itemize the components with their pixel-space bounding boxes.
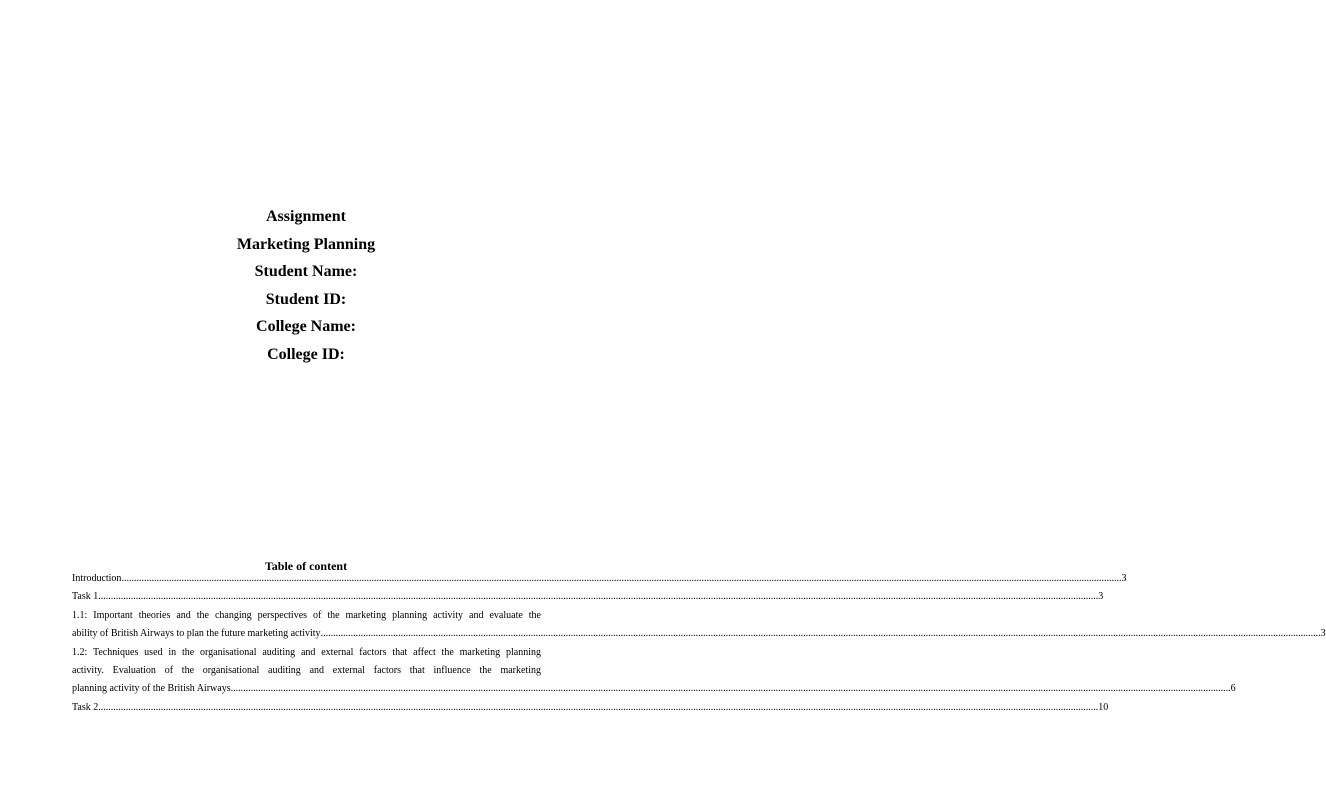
toc-entry-line bbox=[72, 625, 1326, 643]
toc-heading: Table of content bbox=[264, 559, 348, 573]
subject-title: Marketing Planning bbox=[236, 235, 376, 253]
toc-entry-text: planning activity of the British Airways bbox=[72, 683, 231, 695]
toc-entry-1-2[interactable] bbox=[72, 644, 1236, 699]
college-id-label: College ID: bbox=[267, 345, 345, 363]
toc-entry-introduction[interactable] bbox=[72, 570, 1127, 588]
toc-entry-text: Task 2 bbox=[72, 701, 99, 713]
toc-entry-task-1[interactable] bbox=[72, 588, 1104, 606]
college-name-label: College Name: bbox=[256, 318, 356, 336]
toc-entry-text: Task 1 bbox=[72, 591, 99, 603]
toc-page-number: 6 bbox=[1230, 683, 1236, 695]
table-of-contents bbox=[72, 570, 1326, 717]
title-block bbox=[0, 203, 612, 369]
toc-entry-1-1[interactable] bbox=[72, 607, 1326, 644]
toc-leader-dots: ................................................................................................................................................................................................................................................................................................................................................................................................................ bbox=[230, 683, 1231, 695]
toc-entry-text-line: 1.1: Important theories and the changing perspectives of the marketing planning activity and evaluate the bbox=[72, 609, 541, 621]
toc-entry-line bbox=[72, 699, 1109, 717]
toc-entry-text: ability of British Airways to plan the future marketing activity bbox=[72, 628, 321, 640]
toc-page-number: 3 bbox=[1098, 591, 1104, 603]
student-name-label: Student Name: bbox=[254, 263, 358, 281]
toc-entry-text-line: activity. Evaluation of the organisational auditing and external factors that influence the marketing bbox=[72, 665, 541, 677]
toc-page-number: 3 bbox=[1121, 573, 1127, 584]
toc-leader-dots: ................................................................................................................................................................................................................................................................................................................................................................................................................ bbox=[121, 573, 1122, 584]
toc-page-number: 10 bbox=[1098, 701, 1109, 713]
toc-leader-dots: ................................................................................................................................................................................................................................................................................................................................................................................................................ bbox=[98, 591, 1099, 603]
toc-entry-line bbox=[72, 680, 1236, 698]
toc-leader-dots: ................................................................................................................................................................................................................................................................................................................................................................................................................ bbox=[320, 628, 1321, 640]
toc-entry-text-line: 1.2: Techniques used in the organisational auditing and external factors that affect the marketing planning bbox=[72, 646, 541, 658]
assignment-label: Assignment bbox=[265, 208, 346, 225]
toc-entry-task-2[interactable] bbox=[72, 699, 1109, 717]
toc-page-number: 3 bbox=[1320, 628, 1326, 640]
student-id-label: Student ID: bbox=[265, 290, 347, 308]
toc-entry-line bbox=[72, 588, 1104, 606]
toc-entry-line bbox=[72, 570, 1127, 588]
toc-leader-dots: ................................................................................................................................................................................................................................................................................................................................................................................................................ bbox=[98, 701, 1099, 713]
toc-entry-text: Introduction bbox=[72, 573, 122, 584]
